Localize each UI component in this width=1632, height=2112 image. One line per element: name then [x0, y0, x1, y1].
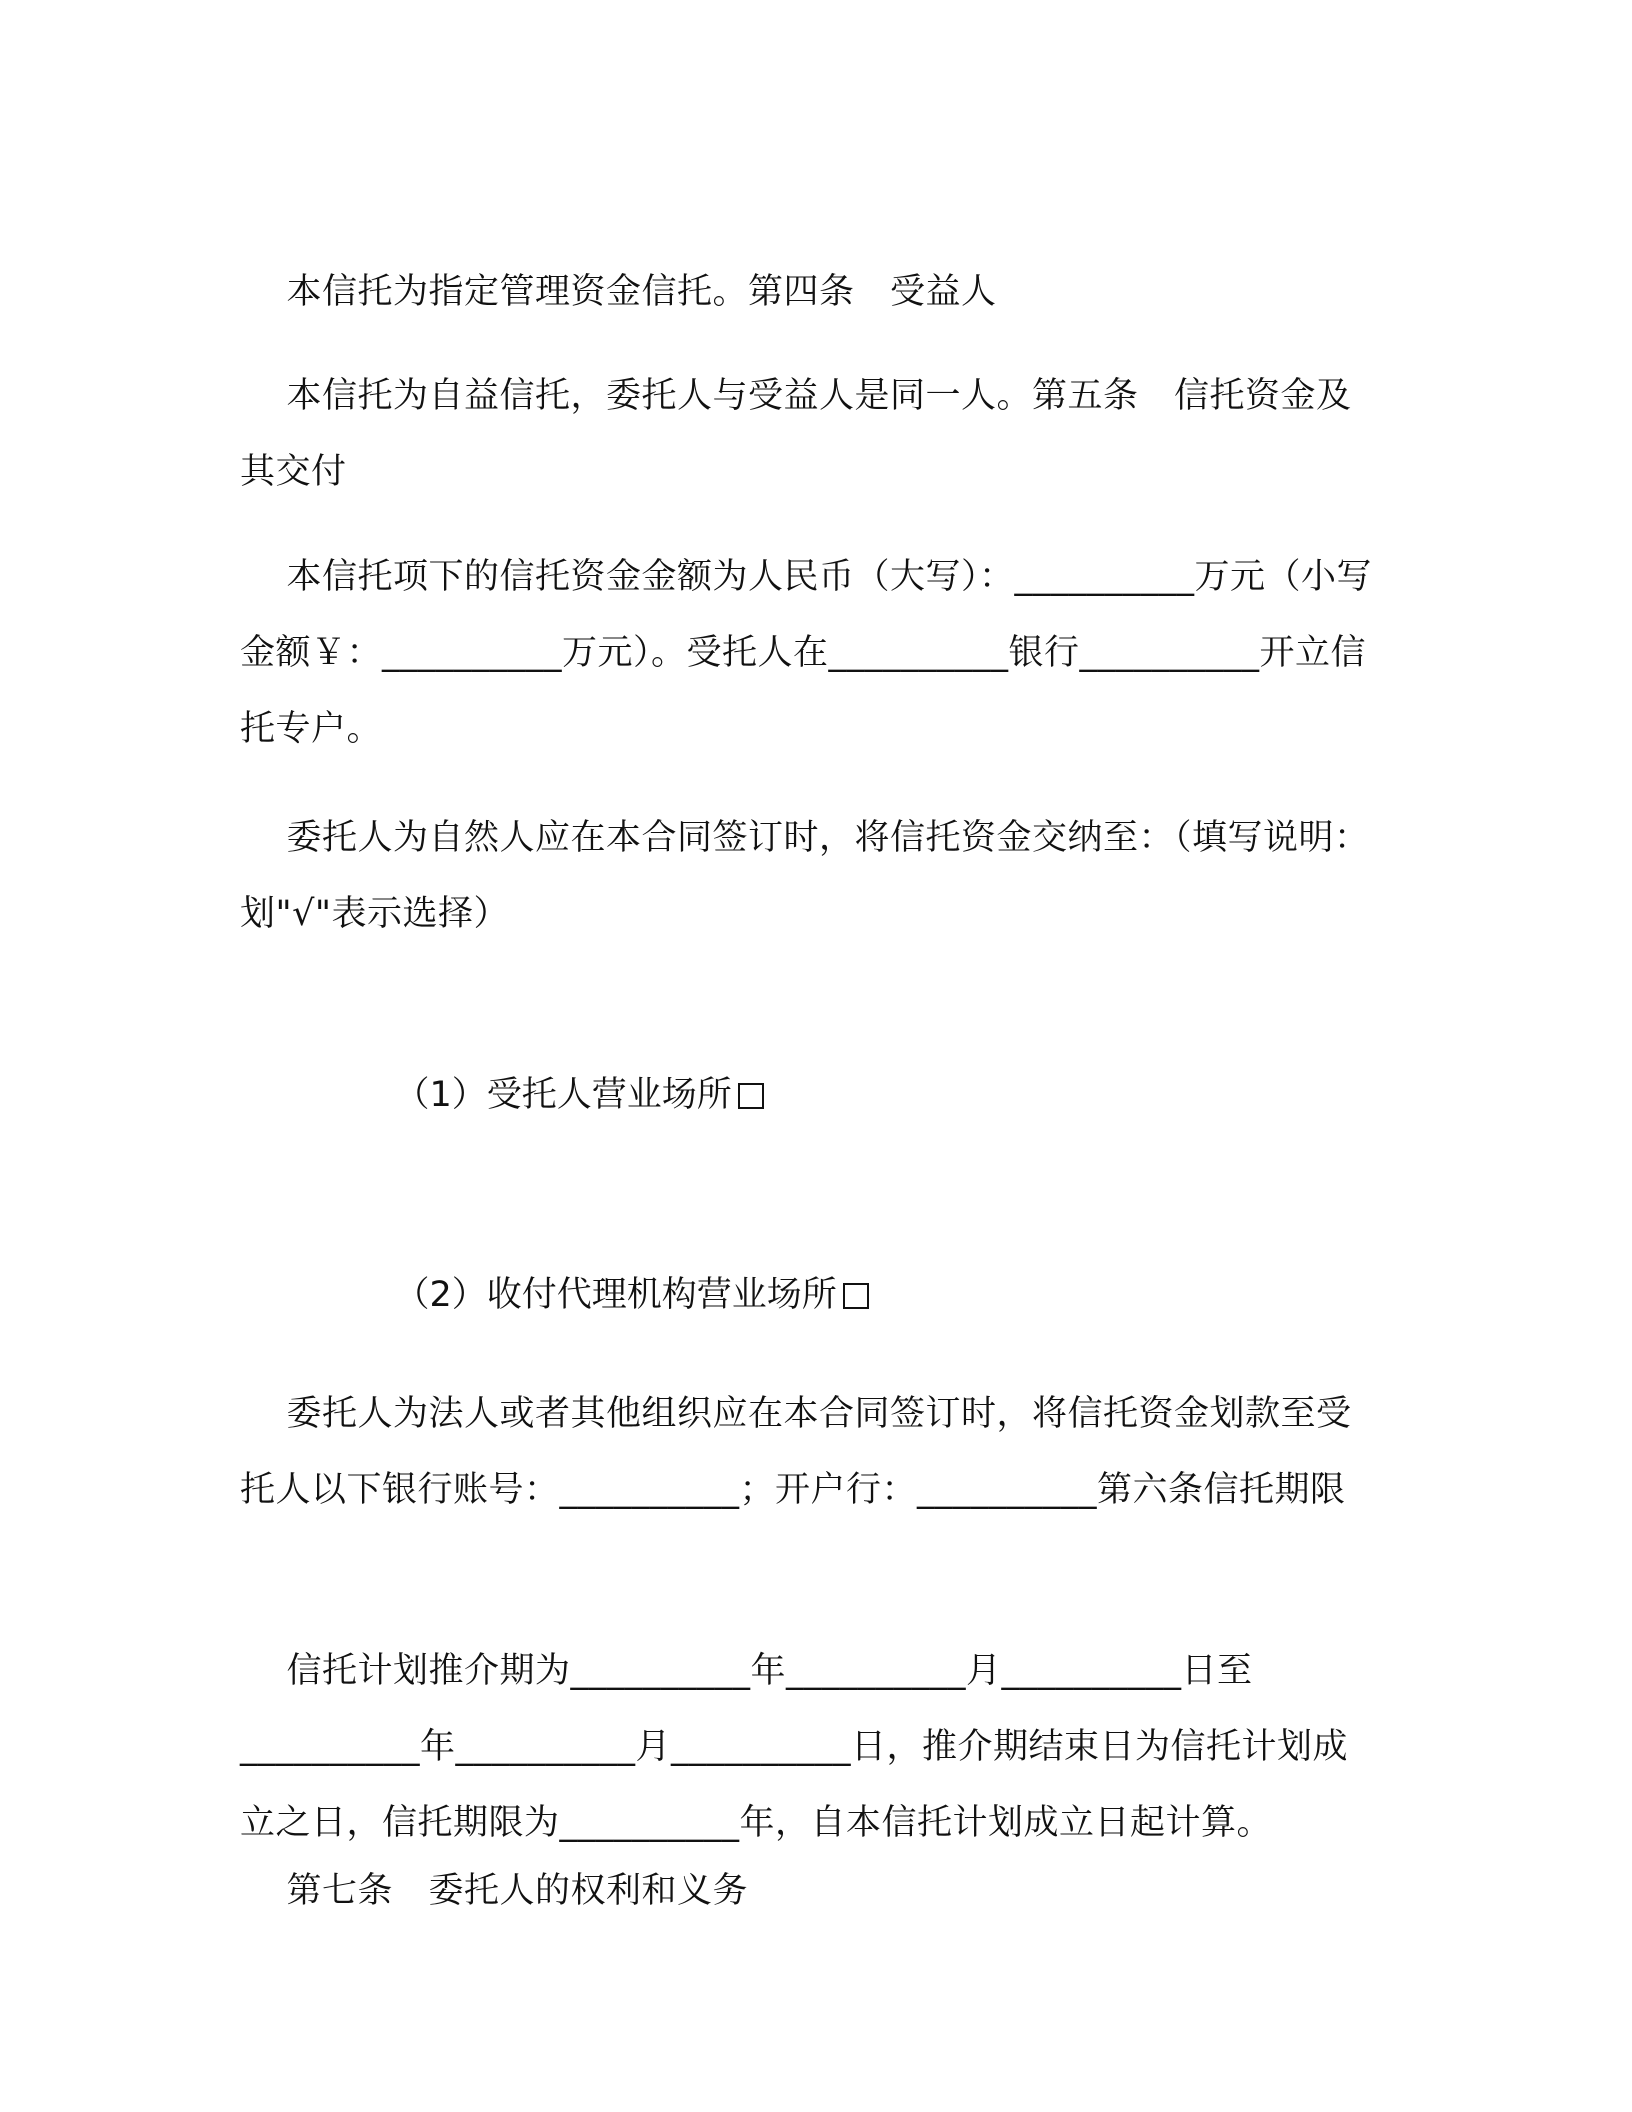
- option-label: （2）收付代理机构营业场所: [394, 1275, 837, 1315]
- paragraph-text: 本信托为指定管理资金信托。第四条 受益人: [286, 272, 997, 312]
- paragraph-text: 委托人为自然人应在本合同签订时，将信托资金交纳至：（填写说明：划"√"表示选择）: [240, 818, 1370, 934]
- paragraph-text: 本信托项下的信托资金金额为人民币（大写）：__________万元（小写金额￥：__________万元）。受托人在__________银行__________开立信托专户。: [240, 557, 1373, 749]
- paragraph-text: 本信托为自益信托，委托人与受益人是同一人。第五条 信托资金及其交付: [240, 376, 1352, 492]
- section-heading-article-7: [240, 1777, 1380, 2005]
- heading-text: 第七条 委托人的权利和义务: [286, 1871, 749, 1911]
- option-label: （1）受托人营业场所: [394, 1075, 732, 1115]
- checkbox-trustee-premises[interactable]: [738, 1083, 764, 1109]
- paragraph-natural-person-payment: [240, 724, 1380, 1028]
- option-trustee-premises: [350, 1005, 764, 1185]
- paragraph-text: 委托人为法人或者其他组织应在本合同签订时，将信托资金划款至受托人以下银行账号：__________；开户行：__________第六条信托期限: [240, 1394, 1352, 1510]
- paragraph-text: 信托计划推介期为__________年__________月__________日至__________年__________月__________日，推介期结束日为信托计划成立之日，信托期限为__________年，自本信托计划成立日起计算。: [240, 1651, 1349, 1843]
